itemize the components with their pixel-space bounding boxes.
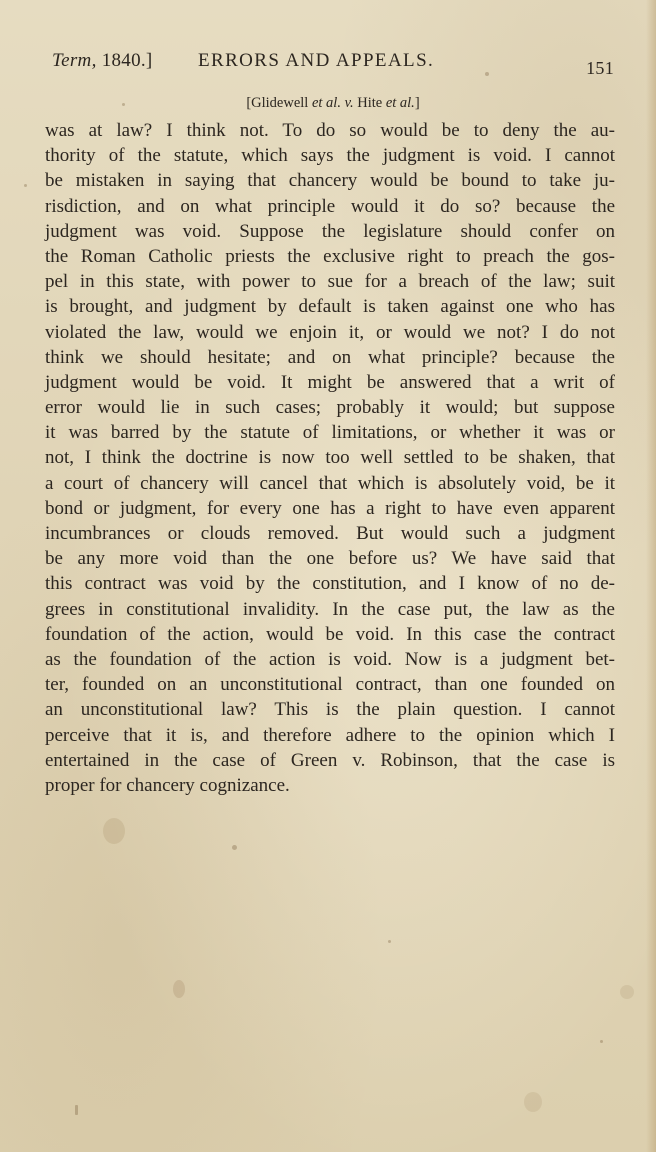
text-line: not, I think the doctrine is now too well settled to be shaken, that <box>45 447 615 469</box>
paper-speck <box>24 184 27 187</box>
text-line: be any more void than the one before us? We have said that <box>45 548 615 570</box>
text-line: pel in this state, with power to sue for a breach of the law; suit <box>45 271 615 293</box>
text-line: was at law? I think not. To do so would be to deny the au- <box>45 120 615 141</box>
text-line: judgment would be void. It might be answered that a writ of <box>45 371 615 393</box>
page-number: 151 <box>586 58 614 78</box>
text-line: a court of chancery will cancel that which is absolutely void, be it <box>45 472 615 494</box>
paper-speck <box>103 818 125 844</box>
paper-speck <box>620 985 634 999</box>
text-line: it was barred by the statute of limitations, or whether it was or <box>45 422 615 444</box>
opinion-text <box>45 118 615 798</box>
text-line: error would lie in such cases; probably it would; but suppose <box>45 397 615 419</box>
term-label: Term, <box>52 50 97 71</box>
text-line: this contract was void by the constitution, and I know of no de- <box>45 573 615 595</box>
running-head <box>52 50 614 80</box>
text-line: think we should hesitate; and on what principle? because the <box>45 346 615 368</box>
running-head-term <box>52 50 153 72</box>
paper-speck <box>75 1105 78 1115</box>
running-head-title: ERRORS AND APPEALS. <box>198 50 435 71</box>
text-line: bond or judgment, for every one has a right to have even apparent <box>45 497 615 519</box>
case-caption-versus: v. <box>340 95 358 111</box>
text-line: grees in constitutional invalidity. In the case put, the law as the <box>45 598 615 620</box>
text-line: the Roman Catholic priests the exclusive right to preach the gos- <box>45 245 615 267</box>
text-line: as the foundation of the action is void. Now is a judgment bet- <box>45 648 615 670</box>
case-caption-hite: Hite <box>357 95 386 111</box>
text-line: risdiction, and on what principle would it do so? because the <box>45 195 615 217</box>
text-line: judgment was void. Suppose the legislature should confer on <box>45 220 615 242</box>
text-line: entertained in the case of Green v. Robinson, that the case is <box>45 749 615 771</box>
text-line: be mistaken in saying that chancery would be bound to take ju- <box>45 170 615 192</box>
paper-speck <box>524 1092 542 1112</box>
paper-speck <box>173 980 185 998</box>
text-line: is brought, and judgment by default is taken against one who has <box>45 296 615 318</box>
text-line: ter, founded on an unconstitutional contract, than one founded on <box>45 674 615 696</box>
text-line: an unconstitutional law? This is the plain question. I cannot <box>45 699 615 721</box>
paper-speck <box>232 845 237 850</box>
case-caption-et-al: et al. <box>311 95 341 111</box>
case-caption-close: ] <box>414 95 420 111</box>
paper-speck <box>600 1040 603 1043</box>
text-line: perceive that it is, and therefore adhere to the opinion which I <box>45 724 615 746</box>
text-line: foundation of the action, would be void. In this case the contract <box>45 623 615 645</box>
case-caption <box>0 95 656 112</box>
page-edge-shadow <box>646 0 656 1152</box>
text-line: violated the law, would we enjoin it, or would we not? I do not <box>45 321 615 343</box>
text-line-last: proper for chancery cognizance. <box>45 774 290 796</box>
term-year: 1840.] <box>101 50 153 71</box>
case-caption-et-al-2: et al. <box>385 95 415 111</box>
text-line: thority of the statute, which says the judgment is void. I cannot <box>45 145 615 167</box>
paper-speck <box>388 940 391 943</box>
case-caption-open: [Glidewell <box>246 95 312 111</box>
text-line: incumbrances or clouds removed. But would such a judgment <box>45 523 615 544</box>
